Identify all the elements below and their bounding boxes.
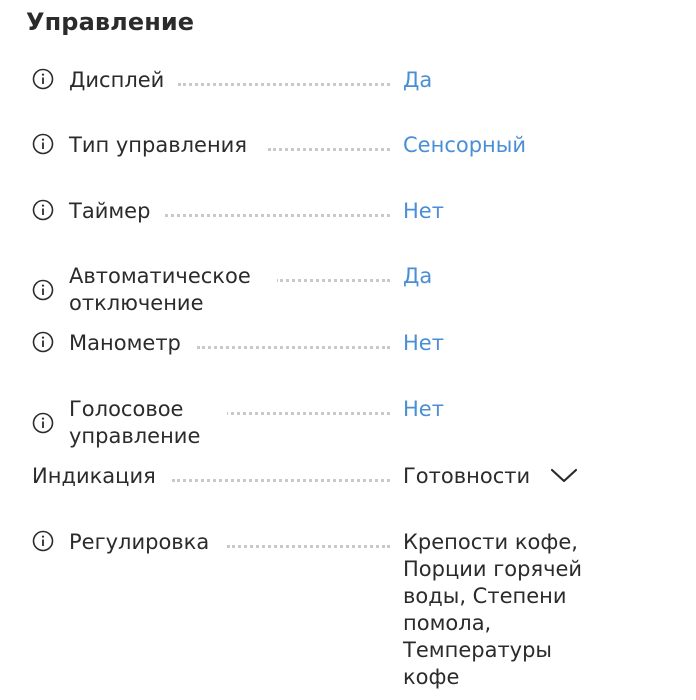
spec-value-link[interactable]: Да xyxy=(403,264,433,288)
info-icon[interactable] xyxy=(32,279,54,301)
spec-label: Индикация xyxy=(32,463,164,490)
spec-row-adjustment xyxy=(32,529,672,694)
spec-value-link[interactable]: Да xyxy=(403,68,433,92)
spec-value-link[interactable]: Нет xyxy=(403,397,444,421)
chevron-down-icon[interactable] xyxy=(549,465,579,485)
leader-dots xyxy=(197,344,390,349)
leader-dots xyxy=(275,277,390,282)
spec-label: Таймер xyxy=(69,198,158,225)
spec-value-link[interactable]: Нет xyxy=(403,199,444,223)
spec-value-link[interactable]: Нет xyxy=(403,331,444,355)
leader-dots xyxy=(178,81,390,86)
spec-row-indication[interactable] xyxy=(32,463,672,493)
spec-row-timer xyxy=(32,198,672,228)
spec-label: Регулировка xyxy=(69,529,217,556)
leader-dots xyxy=(227,543,390,548)
spec-row-auto-off xyxy=(32,263,672,319)
spec-row-control-type xyxy=(32,132,672,162)
leader-dots xyxy=(268,146,390,151)
section-title: Управление xyxy=(26,8,195,36)
spec-row-manometer xyxy=(32,330,672,360)
leader-dots xyxy=(165,212,390,217)
info-icon[interactable] xyxy=(32,68,54,90)
spec-label: Автоматическое отключение xyxy=(69,263,277,317)
info-icon[interactable] xyxy=(32,530,54,552)
spec-value: Готовности xyxy=(403,464,531,488)
spec-label: Тип управления xyxy=(69,132,255,159)
spec-value-link[interactable]: Сенсорный xyxy=(403,133,526,157)
info-icon[interactable] xyxy=(32,331,54,353)
spec-row-voice-control xyxy=(32,396,672,452)
info-icon[interactable] xyxy=(32,199,54,221)
info-icon[interactable] xyxy=(32,133,54,155)
spec-value: Крепости кофе, Порции горячей воды, Степени помола, Температуры кофе xyxy=(403,530,583,689)
spec-label: Манометр xyxy=(69,330,189,357)
spec-label: Голосовое управление xyxy=(69,396,227,450)
spec-row-display xyxy=(32,67,672,97)
leader-dots xyxy=(172,477,390,482)
leader-dots xyxy=(219,410,390,415)
info-icon[interactable] xyxy=(32,412,54,434)
spec-label: Дисплей xyxy=(69,67,172,94)
